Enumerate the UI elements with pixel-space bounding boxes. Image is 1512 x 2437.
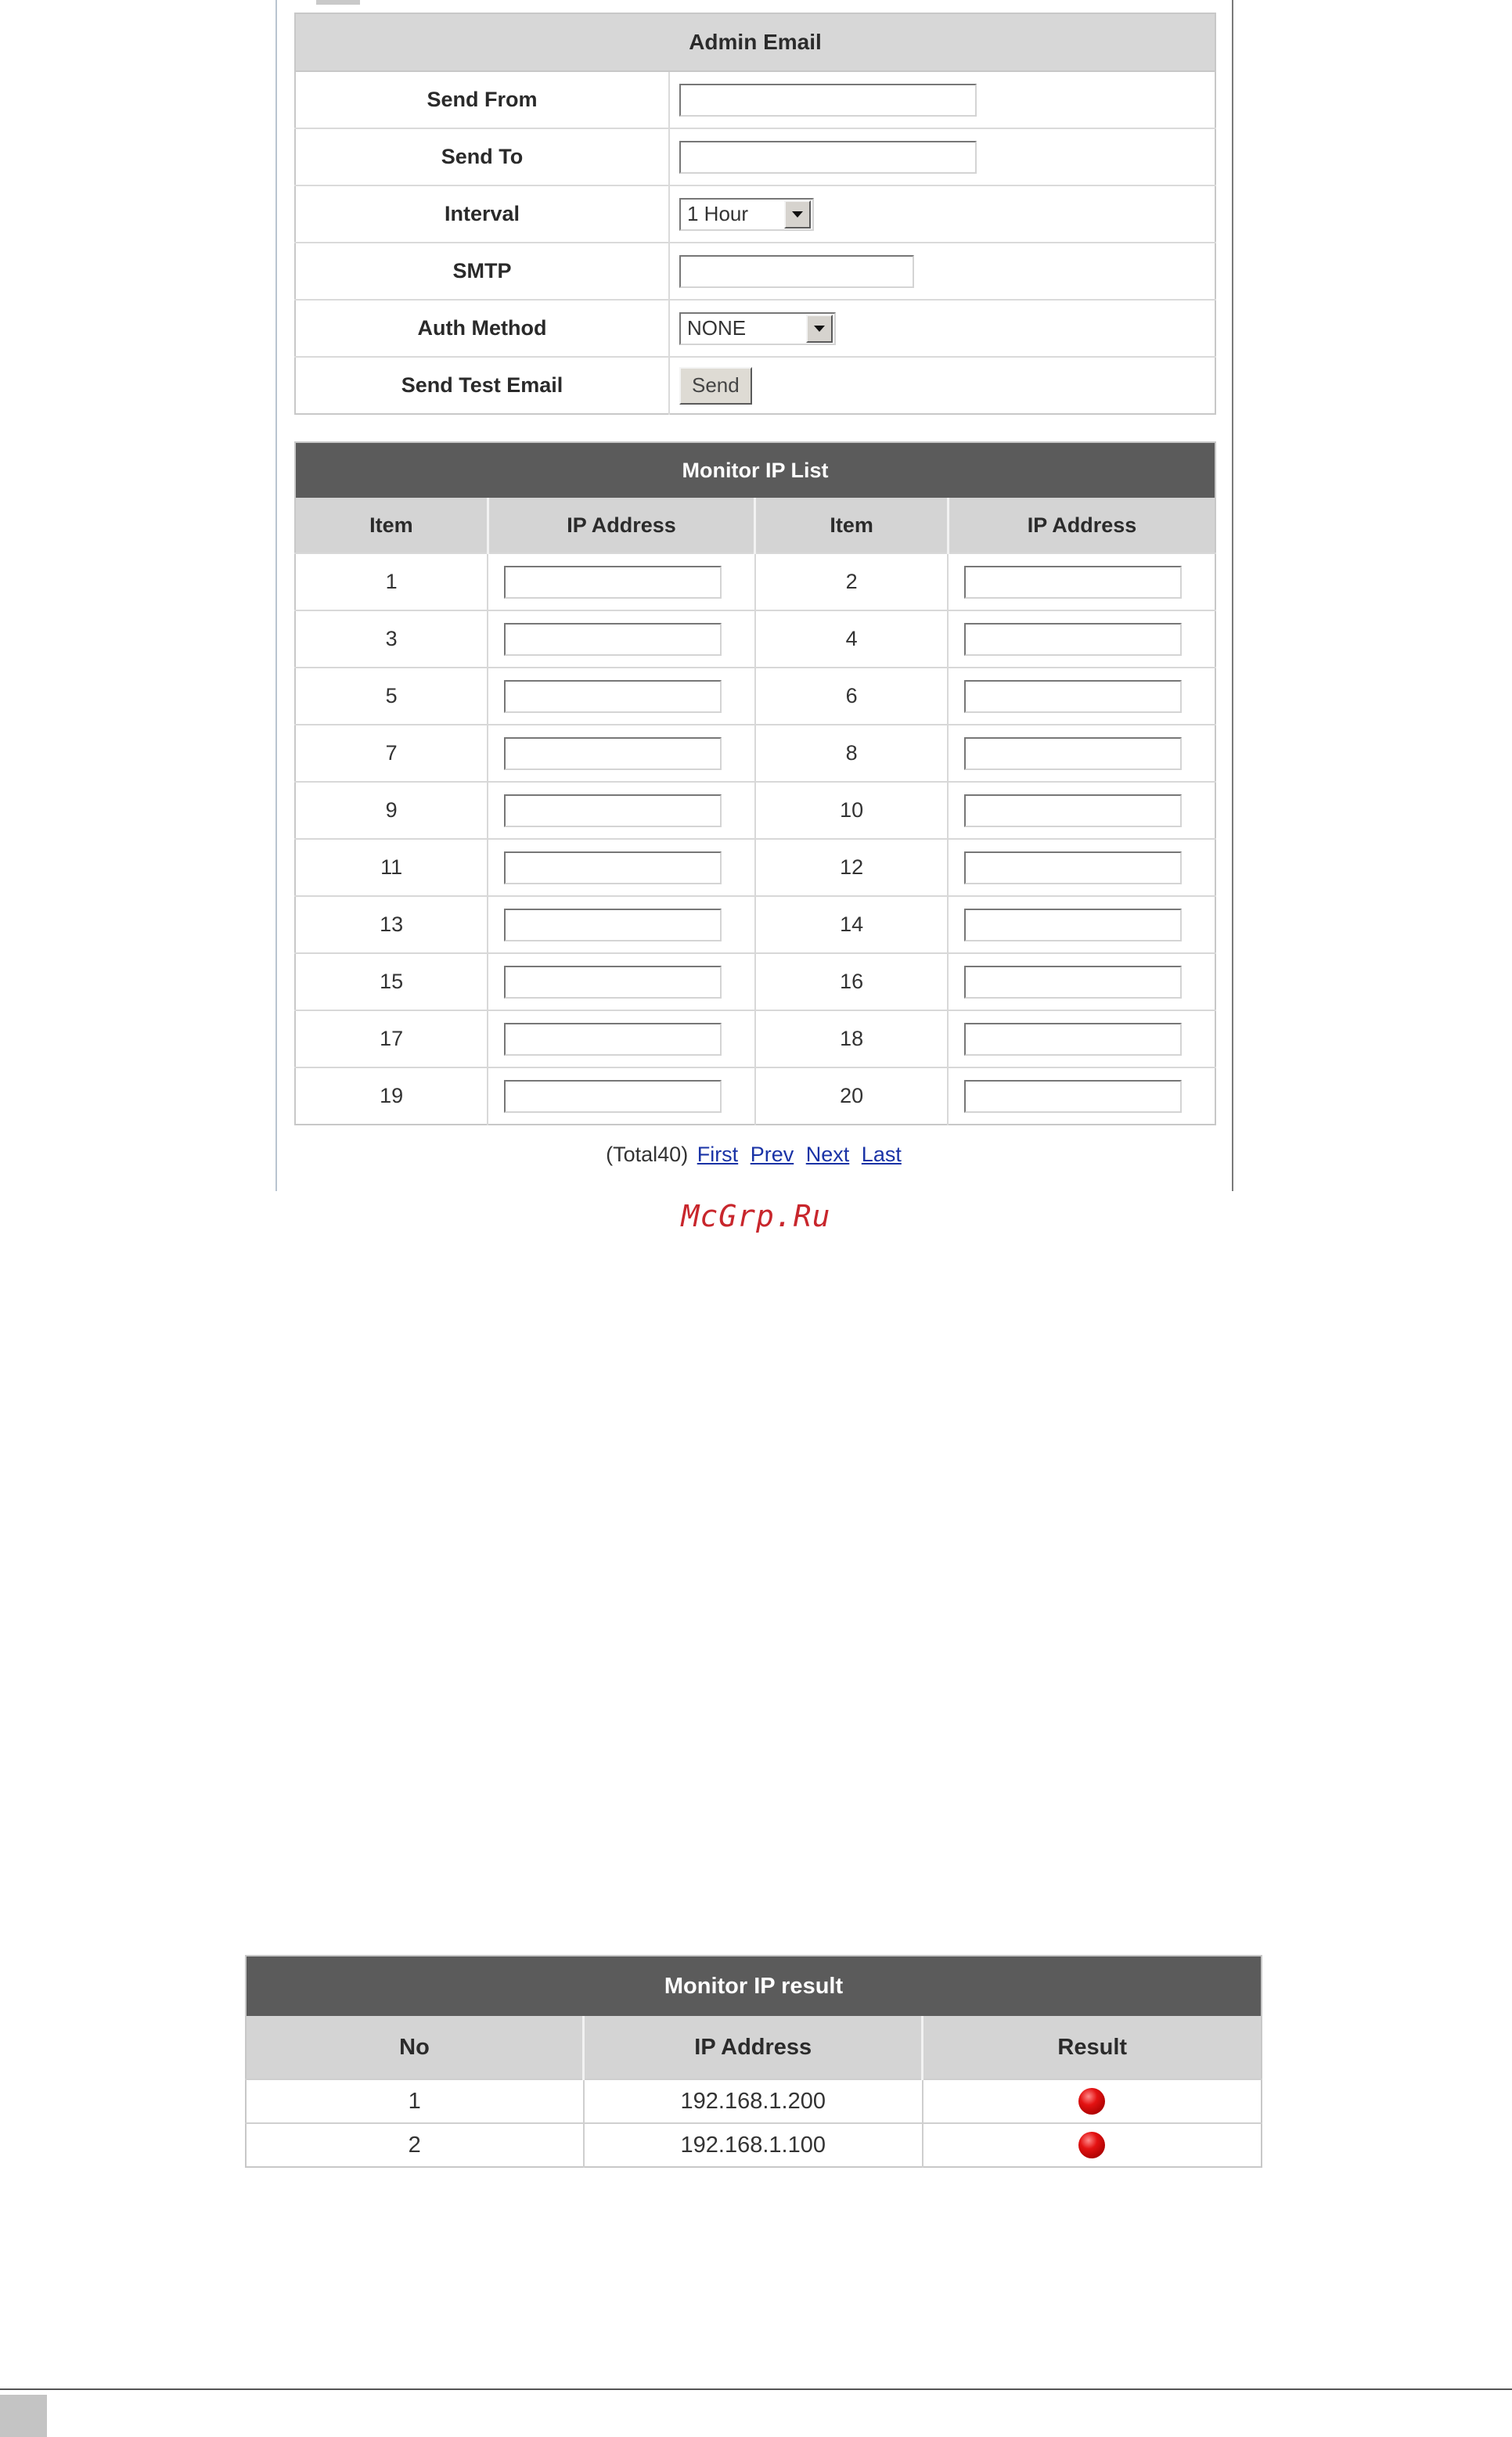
send-from-label: Send From <box>295 71 669 128</box>
item-number-cell: 5 <box>295 668 488 725</box>
item-number-cell: 6 <box>755 668 949 725</box>
ip-address-cell <box>488 610 755 668</box>
ip-address-input[interactable] <box>504 680 722 713</box>
ip-address-cell <box>948 610 1215 668</box>
watermark-text: McGrp.Ru <box>681 1199 831 1233</box>
column-header-ip-address: IP Address <box>488 498 755 553</box>
item-number-cell: 20 <box>755 1067 949 1125</box>
pagination-total: (Total40) <box>606 1143 689 1166</box>
ip-address-input[interactable] <box>504 794 722 827</box>
table-row <box>295 725 1215 782</box>
table-row <box>295 1010 1215 1067</box>
column-header-item: Item <box>295 498 488 553</box>
ip-address-cell <box>948 839 1215 896</box>
auth-method-dropdown-arrow-icon[interactable] <box>806 315 833 343</box>
ip-address-cell <box>488 839 755 896</box>
item-number-cell: 17 <box>295 1010 488 1067</box>
ip-address-cell <box>948 1010 1215 1067</box>
send-test-email-button[interactable]: Send <box>679 367 752 405</box>
send-test-email-label: Send Test Email <box>295 357 669 414</box>
pagination-first-link[interactable]: First <box>697 1143 739 1166</box>
ip-address-input[interactable] <box>504 1080 722 1113</box>
footer-divider <box>0 2388 1512 2390</box>
ip-address-cell <box>488 1010 755 1067</box>
item-number-cell: 10 <box>755 782 949 839</box>
ip-address-cell <box>948 1067 1215 1125</box>
ip-address-input[interactable] <box>964 623 1182 656</box>
ip-address-input[interactable] <box>504 1023 722 1056</box>
item-number-cell: 4 <box>755 610 949 668</box>
panel-tab-edge <box>316 0 360 5</box>
item-number-cell: 3 <box>295 610 488 668</box>
table-row <box>295 610 1215 668</box>
ip-address-input[interactable] <box>964 966 1182 999</box>
table-row <box>246 2123 1262 2167</box>
monitor-ip-result-title: Monitor IP result <box>246 1956 1262 2016</box>
table-row <box>295 668 1215 725</box>
result-status-cell <box>923 2123 1262 2167</box>
monitor-ip-list-table <box>294 441 1216 1125</box>
pagination <box>294 1143 1216 1167</box>
result-no-cell: 1 <box>246 2079 584 2123</box>
send-from-input[interactable] <box>679 84 977 117</box>
smtp-input[interactable] <box>679 255 914 288</box>
item-number-cell: 13 <box>295 896 488 953</box>
column-header-result: Result <box>923 2016 1262 2079</box>
auth-method-select[interactable] <box>679 312 836 345</box>
table-row <box>246 2079 1262 2123</box>
ip-address-input[interactable] <box>964 1080 1182 1113</box>
item-number-cell: 8 <box>755 725 949 782</box>
interval-label: Interval <box>295 185 669 243</box>
ip-address-input[interactable] <box>504 623 722 656</box>
footer-page-marker <box>0 2395 47 2437</box>
table-row <box>295 839 1215 896</box>
table-row <box>295 782 1215 839</box>
interval-dropdown-arrow-icon[interactable] <box>784 200 811 229</box>
interval-selected-value: 1 Hour <box>687 202 749 225</box>
item-number-cell: 12 <box>755 839 949 896</box>
auth-method-label: Auth Method <box>295 300 669 357</box>
send-to-label: Send To <box>295 128 669 185</box>
ip-address-cell <box>948 953 1215 1010</box>
ip-address-cell <box>948 553 1215 610</box>
send-to-input[interactable] <box>679 141 977 174</box>
pagination-last-link[interactable]: Last <box>861 1143 902 1166</box>
admin-email-header: Admin Email <box>295 13 1215 71</box>
monitor-ip-rows <box>295 553 1215 1125</box>
ip-address-input[interactable] <box>504 851 722 884</box>
ip-address-input[interactable] <box>964 680 1182 713</box>
item-number-cell: 7 <box>295 725 488 782</box>
red-status-dot-icon <box>1078 2088 1105 2115</box>
ip-address-cell <box>488 725 755 782</box>
column-header-ip-address: IP Address <box>584 2016 923 2079</box>
item-number-cell: 9 <box>295 782 488 839</box>
item-number-cell: 15 <box>295 953 488 1010</box>
ip-address-cell <box>948 725 1215 782</box>
result-no-cell: 2 <box>246 2123 584 2167</box>
ip-address-input[interactable] <box>964 566 1182 599</box>
ip-address-cell <box>948 896 1215 953</box>
ip-address-input[interactable] <box>964 1023 1182 1056</box>
ip-address-input[interactable] <box>964 909 1182 941</box>
admin-email-table <box>294 13 1216 415</box>
ip-address-cell <box>488 668 755 725</box>
ip-address-cell <box>948 782 1215 839</box>
interval-select[interactable] <box>679 198 814 231</box>
ip-address-cell <box>488 896 755 953</box>
ip-address-input[interactable] <box>504 966 722 999</box>
red-status-dot-icon <box>1078 2132 1105 2158</box>
ip-address-input[interactable] <box>964 794 1182 827</box>
column-header-no: No <box>246 2016 584 2079</box>
ip-address-input[interactable] <box>504 566 722 599</box>
ip-address-input[interactable] <box>964 737 1182 770</box>
ip-address-input[interactable] <box>504 909 722 941</box>
ip-address-cell <box>488 953 755 1010</box>
item-number-cell: 16 <box>755 953 949 1010</box>
table-row <box>295 953 1215 1010</box>
item-number-cell: 19 <box>295 1067 488 1125</box>
table-row <box>295 896 1215 953</box>
item-number-cell: 2 <box>755 553 949 610</box>
table-row <box>295 553 1215 610</box>
item-number-cell: 11 <box>295 839 488 896</box>
result-ip-cell: 192.168.1.100 <box>584 2123 923 2167</box>
smtp-label: SMTP <box>295 243 669 300</box>
result-ip-cell: 192.168.1.200 <box>584 2079 923 2123</box>
item-number-cell: 1 <box>295 553 488 610</box>
column-header-item: Item <box>755 498 949 553</box>
table-row <box>295 1067 1215 1125</box>
ip-address-cell <box>488 782 755 839</box>
ip-address-input[interactable] <box>964 851 1182 884</box>
monitor-ip-list-title: Monitor IP List <box>295 442 1215 498</box>
ip-address-cell <box>948 668 1215 725</box>
ip-address-cell <box>488 1067 755 1125</box>
pagination-prev-link[interactable]: Prev <box>750 1143 794 1166</box>
result-status-cell <box>923 2079 1262 2123</box>
column-header-ip-address: IP Address <box>948 498 1215 553</box>
monitor-ip-result-table <box>245 1955 1262 2168</box>
item-number-cell: 14 <box>755 896 949 953</box>
pagination-next-link[interactable]: Next <box>805 1143 850 1166</box>
auth-method-selected-value: NONE <box>687 316 747 340</box>
item-number-cell: 18 <box>755 1010 949 1067</box>
ip-address-input[interactable] <box>504 737 722 770</box>
ip-address-cell <box>488 553 755 610</box>
